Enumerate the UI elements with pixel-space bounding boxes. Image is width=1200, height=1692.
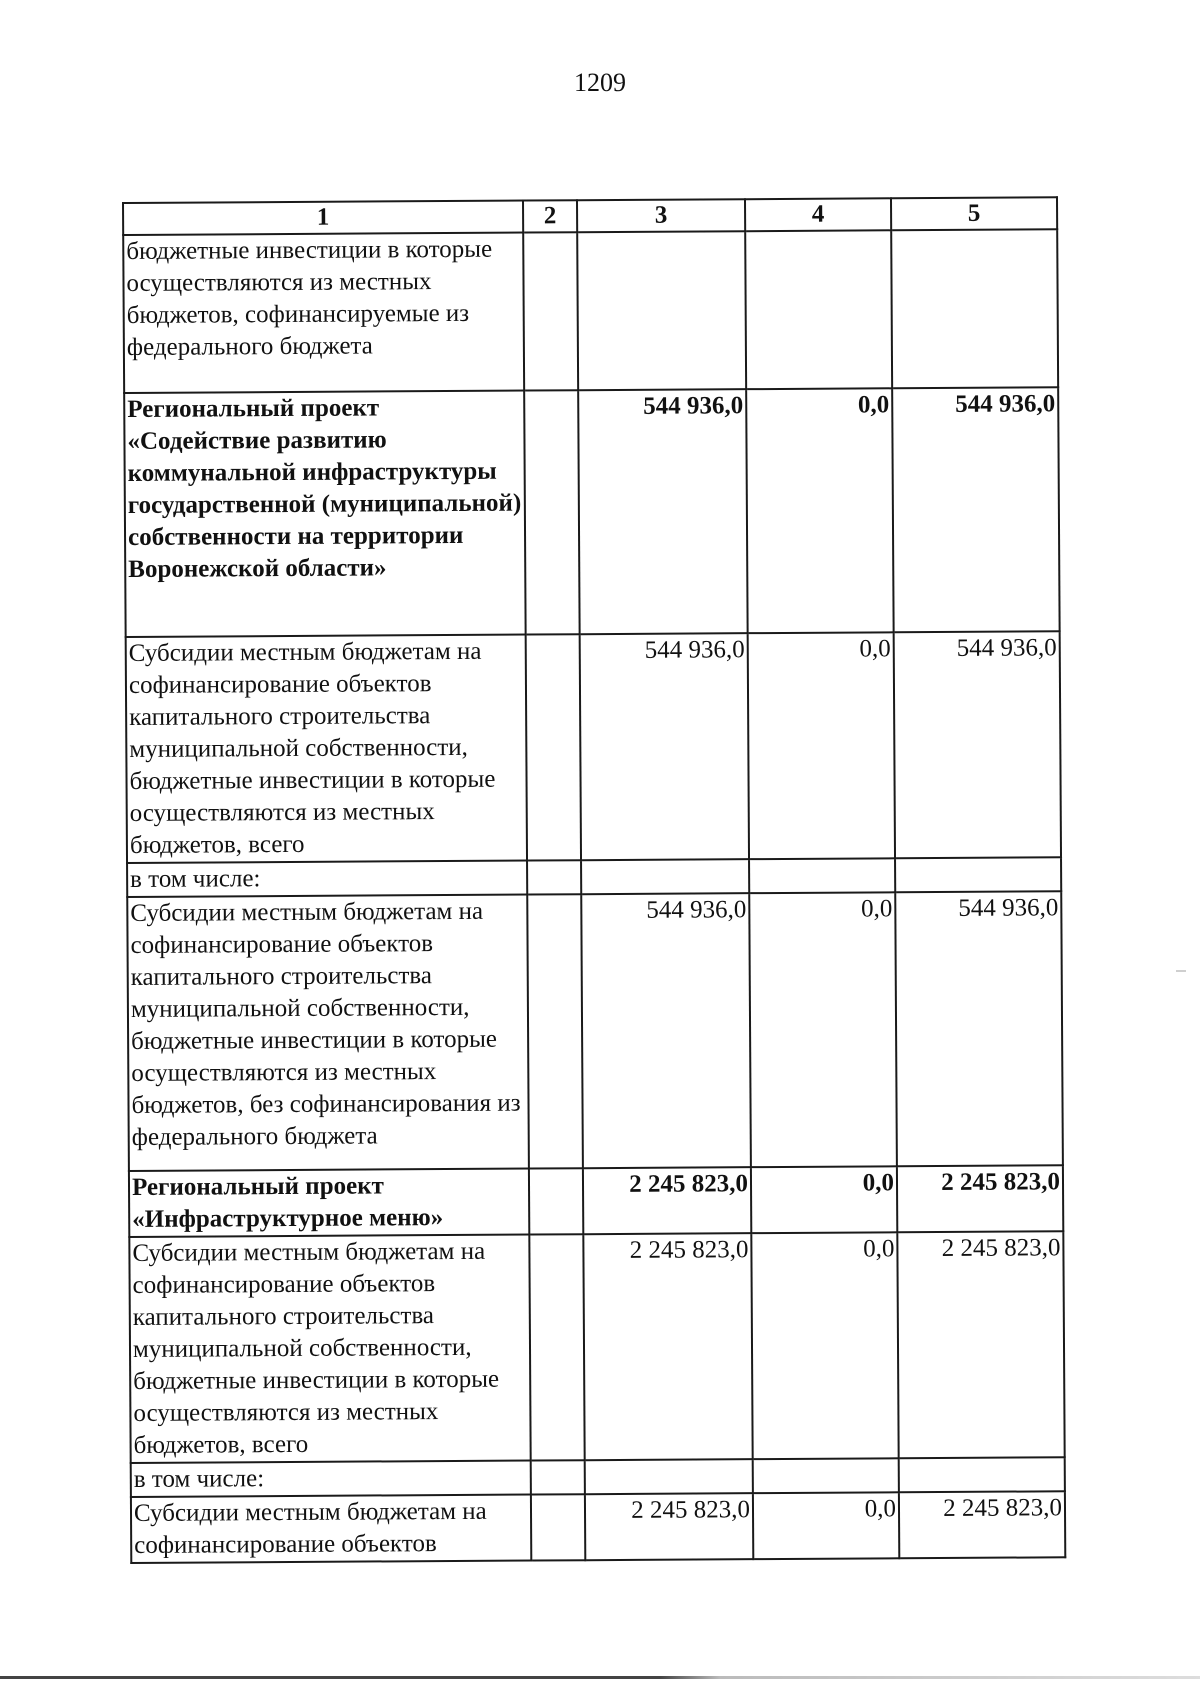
column-header-1: 1 xyxy=(123,201,523,235)
table-row xyxy=(131,1491,1065,1563)
cell-col-2 xyxy=(527,894,583,1168)
cell-col-3: 2 245 823,0 xyxy=(585,1493,753,1560)
cell-col-4 xyxy=(745,230,892,389)
cell-col-3 xyxy=(585,1459,753,1494)
cell-col-5: 2 245 823,0 xyxy=(899,1491,1065,1558)
table-row xyxy=(127,857,1061,897)
cell-col-5: 2 245 823,0 xyxy=(897,1165,1063,1232)
cell-col-4 xyxy=(753,1458,899,1493)
cell-col-4: 0,0 xyxy=(751,1232,898,1459)
cell-col-2 xyxy=(529,1234,584,1460)
row-label: Субсидии местным бюджетам на софинансирование объектов xyxy=(131,1495,531,1563)
cell-col-3: 2 245 823,0 xyxy=(583,1233,752,1460)
table-body xyxy=(123,229,1065,1563)
table-row xyxy=(129,1231,1064,1463)
cell-col-5: 544 936,0 xyxy=(892,387,1059,632)
cell-col-2 xyxy=(531,1494,585,1560)
cell-col-4 xyxy=(749,858,895,893)
cell-col-2 xyxy=(524,390,579,634)
row-label: Субсидии местным бюджетам на софинансирование объектов капитального строительства муниципальной собственности, бюджетные инвестиции в которые осуществляются из местных бюджетов, всего xyxy=(126,635,527,863)
row-label: Субсидии местным бюджетам на софинансирование объектов капитального строительства муниципальной собственности, бюджетные инвестиции в которые осуществляются из местных бюджетов, без софинансирования из федерального бюджета xyxy=(127,895,529,1171)
cell-col-3: 2 245 823,0 xyxy=(583,1167,751,1234)
cell-col-3: 544 936,0 xyxy=(580,633,749,860)
cell-col-4: 0,0 xyxy=(748,632,895,859)
row-label: Субсидии местным бюджетам на софинансирование объектов капитального строительства муниципальной собственности, бюджетные инвестиции в которые осуществляются из местных бюджетов, всего xyxy=(129,1235,530,1463)
cell-col-4: 0,0 xyxy=(751,1166,897,1233)
cell-col-3 xyxy=(581,859,749,894)
cell-col-2 xyxy=(527,860,581,894)
cell-col-5: 544 936,0 xyxy=(895,891,1063,1166)
column-header-2: 2 xyxy=(523,200,577,232)
row-label: Региональный проект «Содействие развитию коммунальной инфраструктуры государственной (муниципальной) собственности на территории Воронежской области» xyxy=(124,391,525,637)
table-row xyxy=(131,1457,1065,1497)
cell-col-5: 2 245 823,0 xyxy=(897,1231,1064,1458)
cell-col-2 xyxy=(529,1168,583,1234)
cell-col-2 xyxy=(531,1460,585,1494)
cell-col-3: 544 936,0 xyxy=(578,389,747,634)
table-row xyxy=(123,229,1058,393)
cell-col-5 xyxy=(895,857,1061,892)
row-label: в том числе: xyxy=(127,861,527,897)
table-row xyxy=(127,891,1063,1171)
column-header-3: 3 xyxy=(577,199,745,232)
column-header-5: 5 xyxy=(891,197,1057,230)
bottom-rule xyxy=(0,1676,1200,1679)
cell-col-3 xyxy=(577,231,746,390)
cell-col-4: 0,0 xyxy=(746,388,893,633)
cell-col-5 xyxy=(891,229,1058,388)
cell-col-3: 544 936,0 xyxy=(581,893,751,1168)
cell-col-2 xyxy=(523,232,578,390)
cell-col-5 xyxy=(899,1457,1065,1492)
cell-col-4: 0,0 xyxy=(753,1492,899,1559)
scan-speck xyxy=(1176,970,1186,972)
cell-col-4: 0,0 xyxy=(749,892,897,1167)
table-row xyxy=(126,631,1061,863)
row-label: бюджетные инвестиции в которые осуществляются из местных бюджетов, софинансируемые из федерального бюджета xyxy=(123,233,524,393)
table-row xyxy=(124,387,1059,637)
column-header-4: 4 xyxy=(745,198,891,231)
row-label: Региональный проект «Инфраструктурное меню» xyxy=(129,1169,529,1237)
budget-table xyxy=(122,196,1066,1564)
cell-col-2 xyxy=(526,634,581,860)
cell-col-5: 544 936,0 xyxy=(894,631,1061,858)
row-label: в том числе: xyxy=(131,1461,531,1497)
page-number: 1209 xyxy=(574,68,626,97)
table-row xyxy=(129,1165,1063,1237)
